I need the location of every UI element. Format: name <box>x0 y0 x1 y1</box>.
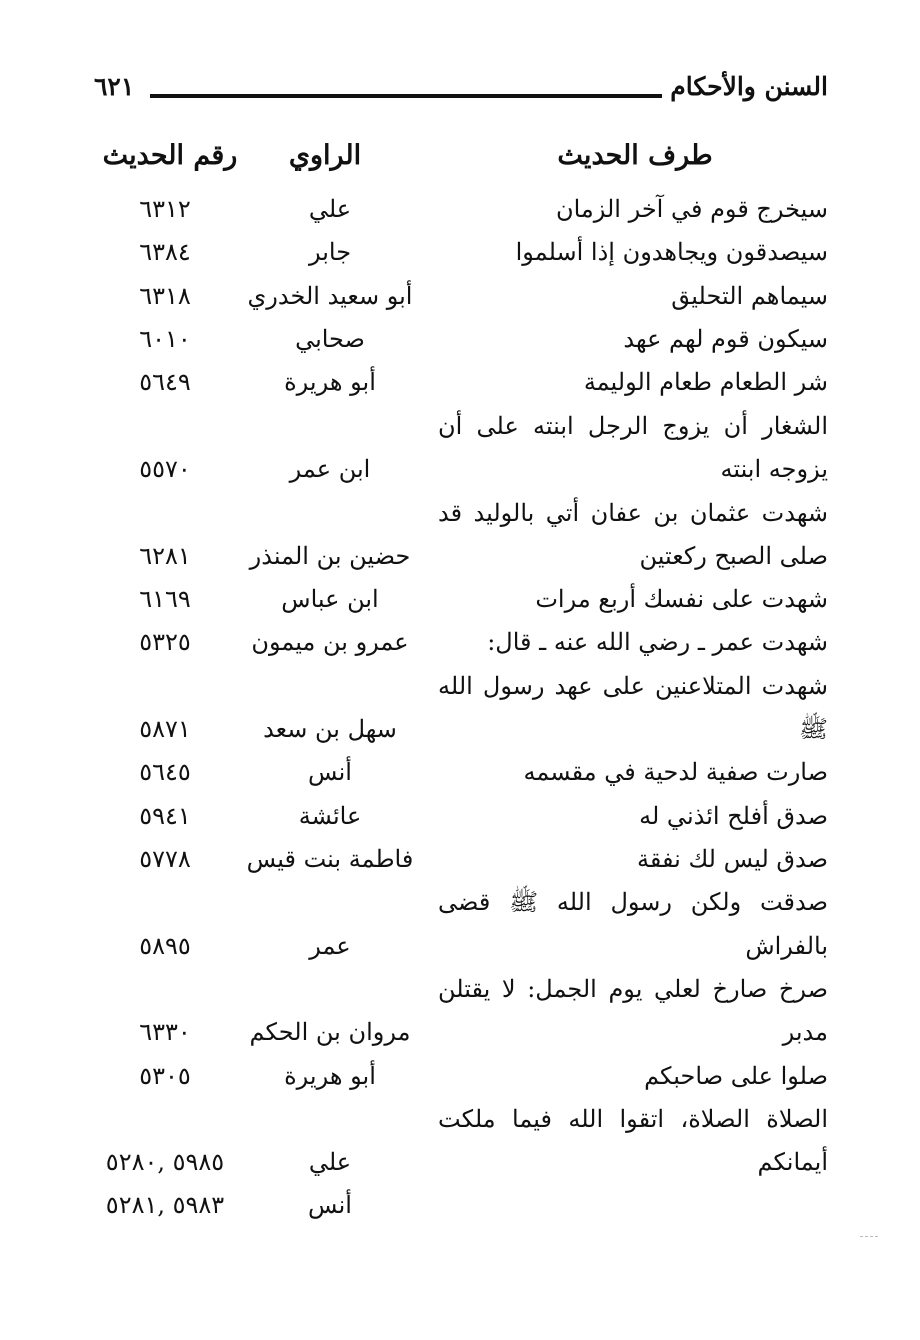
hadith-number-cell: ٦٠١٠ <box>139 325 191 353</box>
hadith-number-cell: ٥٨٧١ <box>139 715 191 743</box>
hadith-start-line: سيصدقون ويجاهدون إذا أسلموا <box>515 238 828 266</box>
hadith-number-cell: ٥٦٤٩ <box>139 368 191 396</box>
hadith-number-cell: ٥٥٧٠ <box>139 455 191 483</box>
hadith-number-cell: ٦٢٨١ <box>139 542 191 570</box>
hadith-number-cell: ٦٣١٨ <box>139 282 191 310</box>
narrator-cell: علي <box>308 195 352 223</box>
hadith-start-line: صدق ليس لك نفقة <box>636 845 828 873</box>
hadith-number-cell: ٥٩٨٥ ,٥٢٨٠ <box>105 1148 225 1176</box>
hadith-start-line: شهدت المتلاعنين على عهد رسول الله <box>438 672 828 700</box>
narrator-cell: أنس <box>308 1191 352 1219</box>
hadith-start-line: سيماهم التحليق <box>671 282 828 310</box>
column-head-hadith-start: طرف الحديث <box>557 140 713 171</box>
scan-speck <box>860 1236 878 1247</box>
hadith-start-line: مدبر <box>782 1018 828 1046</box>
hadith-start-line: الصلاة الصلاة، اتقوا الله فيما ملكت <box>438 1105 828 1133</box>
narrator-cell: أبو هريرة <box>284 1062 376 1090</box>
running-header-title: السنن والأحكام <box>670 72 828 101</box>
hadith-number-cell: ٦٣٣٠ <box>139 1018 191 1046</box>
narrator-cell: علي <box>308 1148 352 1176</box>
hadith-start-line: شهدت عمر ـ رضي الله عنه ـ قال: <box>487 628 828 656</box>
narrator-cell: أبو سعيد الخدري <box>247 282 413 310</box>
column-head-hadith-number: رقم الحديث <box>102 140 238 171</box>
hadith-number-cell: ٥٩٨٣ ,٥٢٨١ <box>105 1191 225 1219</box>
hadith-start-line: صلى الصبح ركعتين <box>639 542 828 570</box>
narrator-cell: أنس <box>308 758 352 786</box>
hadith-start-line: يزوجه ابنته <box>720 455 828 483</box>
hadith-start-line: صارت صفية لدحية في مقسمه <box>523 758 828 786</box>
narrator-cell: ابن عمر <box>289 455 371 483</box>
narrator-cell: فاطمة بنت قيس <box>246 845 414 873</box>
narrator-cell: جابر <box>308 238 352 266</box>
narrator-cell: صحابي <box>295 325 365 353</box>
hadith-number-cell: ٥٧٧٨ <box>139 845 191 873</box>
narrator-cell: عمرو بن ميمون <box>251 628 409 656</box>
narrator-cell: ابن عباس <box>281 585 379 613</box>
hadith-start-line: سيكون قوم لهم عهد <box>623 325 828 353</box>
hadith-start-line: ﷺ <box>799 715 828 743</box>
hadith-number-cell: ٦١٦٩ <box>139 585 191 613</box>
hadith-number-cell: ٥٨٩٥ <box>139 932 191 960</box>
page-number: ٦٢١ <box>94 72 135 101</box>
hadith-number-cell: ٥٣٠٥ <box>139 1062 191 1090</box>
hadith-start-line: صدقت ولكن رسول الله ﷺ قضى <box>438 888 828 916</box>
hadith-start-line: صلوا على صاحبكم <box>644 1062 828 1090</box>
hadith-start-line: بالفراش <box>745 932 828 960</box>
hadith-number-cell: ٦٣١٢ <box>139 195 191 223</box>
narrator-cell: أبو هريرة <box>284 368 376 396</box>
narrator-cell: عائشة <box>298 802 362 830</box>
header-rule <box>150 94 662 98</box>
hadith-start-line: صدق أفلح ائذني له <box>639 802 828 830</box>
hadith-start-line: شهدت عثمان بن عفان أتي بالوليد قد <box>438 499 828 527</box>
hadith-number-cell: ٥٩٤١ <box>139 802 191 830</box>
narrator-cell: سهل بن سعد <box>263 715 397 743</box>
hadith-start-line: شر الطعام طعام الوليمة <box>583 368 828 396</box>
hadith-start-line: صرخ صارخ لعلي يوم الجمل: لا يقتلن <box>438 975 828 1003</box>
hadith-number-cell: ٦٣٨٤ <box>139 238 191 266</box>
column-head-narrator: الراوي <box>288 140 362 171</box>
hadith-start-line: شهدت على نفسك أربع مرات <box>535 585 828 613</box>
narrator-cell: حضين بن المنذر <box>249 542 411 570</box>
narrator-cell: مروان بن الحكم <box>249 1018 411 1046</box>
hadith-start-line: الشغار أن يزوج الرجل ابنته على أن <box>438 412 828 440</box>
narrator-cell: عمر <box>309 932 351 960</box>
hadith-start-line: سيخرج قوم في آخر الزمان <box>555 195 828 223</box>
hadith-start-line: أيمانكم <box>757 1148 828 1176</box>
hadith-number-cell: ٥٦٤٥ <box>139 758 191 786</box>
hadith-number-cell: ٥٣٢٥ <box>139 628 191 656</box>
